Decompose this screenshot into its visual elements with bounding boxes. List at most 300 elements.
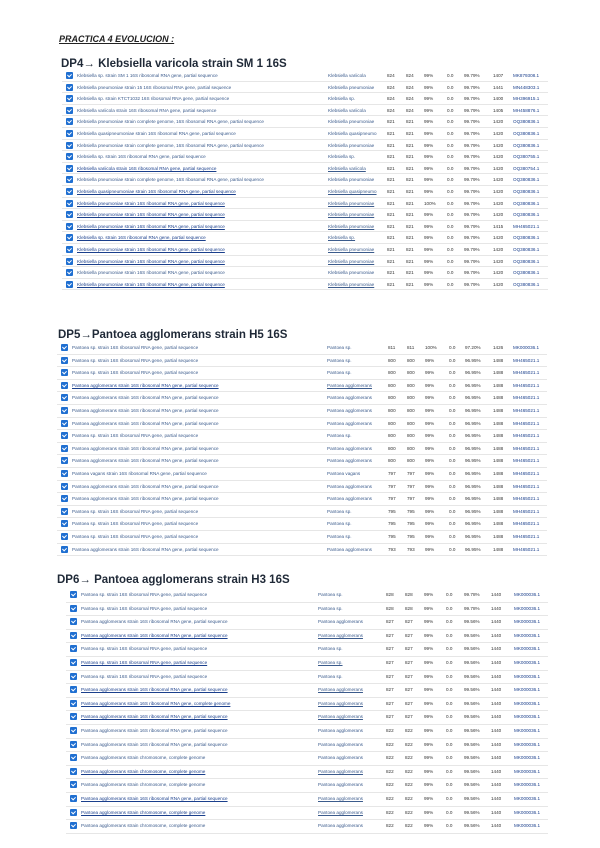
cell-cover: 99%: [424, 131, 434, 136]
cell-max: 828: [386, 592, 394, 597]
cell-total: 797: [407, 483, 415, 489]
cell-acc[interactable]: OQ380836.1: [513, 200, 540, 206]
cell-len: 1440: [491, 673, 502, 679]
cell-total: 795: [407, 521, 415, 527]
table-row: [66, 752, 548, 766]
cell-desc[interactable]: Pantoea agglomerans strain chromosome, complete genome: [81, 809, 206, 815]
cell-e: 0.0: [446, 592, 453, 597]
cell-acc[interactable]: MH465021.1: [513, 433, 540, 439]
cell-cover: 99%: [425, 370, 435, 376]
table-row: [57, 418, 547, 431]
cell-desc[interactable]: Klebsiella variicola strain 16S ribosomal RNA gene, partial sequence: [77, 165, 217, 171]
cell-total: 800: [407, 382, 415, 388]
table-row: [57, 430, 547, 443]
table-row: [57, 443, 547, 456]
row-checkbox[interactable]: [70, 645, 77, 652]
table-row: [66, 820, 548, 834]
cell-acc[interactable]: OQ380836.1: [513, 142, 540, 148]
cell-acc[interactable]: MH465021.1: [513, 357, 540, 363]
cell-total: 821: [406, 258, 414, 264]
cell-len: 1488: [493, 496, 504, 502]
cell-acc[interactable]: OQ380836.1: [513, 119, 540, 125]
row-checkbox[interactable]: [61, 533, 68, 540]
cell-cover: 99%: [424, 189, 434, 194]
cell-acc[interactable]: MK000036.1: [514, 714, 541, 720]
cell-len: 1440: [491, 782, 502, 788]
row-checkbox[interactable]: [70, 713, 77, 720]
cell-max: 821: [387, 119, 395, 125]
row-checkbox[interactable]: [61, 357, 68, 364]
cell-desc[interactable]: Pantoea agglomerans strain chromosome, complete genome: [81, 768, 206, 774]
cell-desc[interactable]: Pantoea agglomerans strain 16S ribosomal RNA gene, partial sequence: [81, 687, 228, 693]
row-checkbox[interactable]: [66, 107, 73, 114]
cell-desc[interactable]: Pantoea agglomerans strain chromosome, complete genome: [81, 782, 206, 788]
cell-e: 0.0: [447, 142, 454, 148]
cell-ident: 96.95%: [465, 521, 481, 527]
cell-desc[interactable]: Pantoea sp. strain 16S ribosomal RNA gene, partial sequence: [72, 521, 199, 527]
row-checkbox[interactable]: [70, 686, 77, 693]
cell-cover: 99%: [424, 809, 434, 815]
cell-total: 827: [405, 673, 413, 679]
cell-desc[interactable]: Pantoea sp. strain 16S ribosomal RNA gene, partial sequence: [81, 592, 208, 597]
cell-max: 821: [387, 247, 395, 252]
table-row: [66, 739, 548, 753]
cell-ident: 99.79%: [464, 270, 480, 276]
cell-max: 821: [387, 212, 395, 218]
cell-len: 1488: [493, 534, 504, 539]
cell-desc[interactable]: Pantoea agglomerans strain 16S ribosomal RNA gene, partial sequence: [81, 741, 228, 747]
cell-acc[interactable]: MK000036.1: [514, 741, 541, 747]
cell-cover: 99%: [424, 96, 434, 102]
cell-org: Pantoea sp.: [318, 660, 343, 665]
cell-acc[interactable]: MK000036.1: [514, 660, 541, 665]
cell-acc[interactable]: MK000036.1: [514, 782, 541, 788]
cell-org: Pantoea agglomerans: [318, 714, 363, 720]
cell-ident: 99.79%: [464, 73, 480, 78]
cell-desc[interactable]: Pantoea agglomerans strain 16S ribosomal RNA gene, partial sequence: [81, 632, 228, 638]
cell-desc[interactable]: Klebsiella pneumoniae strain 16S ribosomal RNA gene, partial sequence: [77, 281, 225, 287]
cell-desc[interactable]: Klebsiella pneumoniae strain 16S ribosomal RNA gene, partial sequence: [77, 223, 225, 229]
cell-max: 800: [388, 458, 396, 464]
cell-desc[interactable]: Pantoea agglomerans strain 16S ribosomal RNA gene, complete genome: [81, 700, 231, 706]
cell-desc[interactable]: Pantoea agglomerans strain 16S ribosomal RNA gene, partial sequence: [81, 714, 228, 720]
cell-total: 822: [405, 768, 413, 774]
cell-cover: 99%: [425, 395, 435, 401]
row-checkbox[interactable]: [66, 165, 73, 172]
cell-org: Klebsiella pneumoniae: [328, 223, 375, 229]
cell-acc[interactable]: MH465021.1: [513, 445, 540, 451]
cell-desc[interactable]: Pantoea agglomerans strain 16S ribosomal RNA gene, partial sequence: [81, 796, 228, 801]
table-row: [62, 279, 548, 291]
cell-acc[interactable]: MK000036.1: [514, 755, 541, 761]
table-row: [57, 405, 547, 418]
cell-acc[interactable]: MH465021.1: [513, 483, 540, 489]
cell-total: 827: [405, 646, 413, 652]
cell-acc[interactable]: MH465021.1: [513, 395, 540, 401]
row-checkbox[interactable]: [70, 741, 77, 748]
cell-max: 827: [386, 673, 394, 679]
cell-desc[interactable]: Klebsiella sp. strain 16S ribosomal RNA gene, partial sequence: [77, 154, 206, 160]
cell-ident: 97.20%: [465, 345, 481, 350]
cell-acc[interactable]: MK000036.1: [514, 809, 541, 815]
cell-len: 1420: [493, 189, 504, 194]
cell-desc[interactable]: Klebsiella pneumoniae strain complete genome, 16S ribosomal RNA gene, partial sequence: [77, 177, 264, 183]
row-checkbox[interactable]: [61, 457, 68, 464]
cell-acc[interactable]: OQ380836.1: [513, 258, 540, 264]
row-checkbox[interactable]: [66, 176, 73, 183]
row-checkbox[interactable]: [66, 258, 73, 265]
cell-cover: 99%: [424, 823, 434, 829]
cell-acc[interactable]: MN448303.1: [513, 84, 540, 90]
cell-acc[interactable]: MH465021.1: [513, 496, 540, 502]
row-checkbox[interactable]: [70, 795, 77, 802]
cell-org: Pantoea sp.: [327, 508, 352, 514]
cell-len: 1440: [491, 809, 502, 815]
cell-e: 0.0: [449, 445, 456, 451]
row-checkbox[interactable]: [61, 445, 68, 452]
cell-acc[interactable]: MK000036.1: [514, 768, 541, 774]
cell-org: Klebsiella pneumoniae: [328, 212, 375, 218]
table-row: [57, 355, 547, 368]
cell-e: 0.0: [449, 471, 456, 476]
row-checkbox[interactable]: [66, 153, 73, 160]
cell-len: 1440: [491, 823, 502, 829]
cell-ident: 99.79%: [464, 247, 480, 252]
cell-acc[interactable]: MK000036.1: [514, 728, 541, 733]
row-checkbox[interactable]: [61, 520, 68, 527]
cell-cover: 99%: [425, 521, 435, 527]
cell-org: Pantoea sp.: [327, 433, 352, 439]
row-checkbox[interactable]: [66, 234, 73, 241]
cell-len: 1407: [493, 73, 504, 78]
cell-acc[interactable]: MK879308.1: [513, 73, 540, 78]
cell-len: 1440: [491, 619, 502, 625]
cell-max: 800: [388, 370, 396, 376]
row-checkbox[interactable]: [66, 95, 73, 102]
cell-max: 827: [386, 619, 394, 625]
cell-ident: 96.95%: [465, 395, 481, 401]
cell-total: 800: [407, 395, 415, 401]
cell-org: Pantoea agglomerans: [318, 728, 363, 733]
cell-e: 0.0: [449, 534, 456, 539]
row-checkbox[interactable]: [70, 591, 77, 598]
cell-acc[interactable]: MK000036.1: [514, 823, 541, 829]
cell-cover: 99%: [425, 445, 435, 451]
cell-total: 822: [405, 809, 413, 815]
cell-org: Pantoea agglomerans: [318, 619, 363, 625]
row-checkbox[interactable]: [66, 200, 73, 207]
row-checkbox[interactable]: [66, 130, 73, 137]
cell-len: 1420: [493, 258, 504, 264]
cell-desc[interactable]: Pantoea sp. strain 16S ribosomal RNA gene, partial sequence: [72, 433, 199, 439]
row-checkbox[interactable]: [70, 673, 77, 680]
cell-len: 1426: [493, 345, 504, 350]
cell-e: 0.0: [447, 212, 454, 218]
cell-desc[interactable]: Pantoea sp. strain 16S ribosomal RNA gene, partial sequence: [72, 534, 199, 539]
cell-ident: 99.79%: [464, 165, 480, 171]
cell-max: 797: [388, 471, 396, 476]
table-row: [57, 367, 547, 380]
cell-acc[interactable]: MH396915.1: [513, 96, 540, 102]
cell-e: 0.0: [449, 408, 456, 413]
row-checkbox[interactable]: [70, 700, 77, 707]
cell-acc[interactable]: MK000036.1: [514, 646, 541, 652]
cell-e: 0.0: [446, 714, 453, 720]
cell-acc[interactable]: OQ380836.1: [513, 189, 540, 194]
cell-e: 0.0: [449, 345, 456, 350]
cell-len: 1415: [493, 223, 504, 229]
cell-acc[interactable]: OQ380836.1: [513, 247, 540, 252]
cell-e: 0.0: [449, 521, 456, 527]
row-checkbox[interactable]: [66, 281, 73, 288]
cell-desc[interactable]: Klebsiella pneumoniae strain 16S ribosomal RNA gene, partial sequence: [77, 270, 225, 276]
cell-desc[interactable]: Pantoea agglomerans strain chromosome, complete genome: [81, 755, 206, 761]
cell-desc[interactable]: Pantoea sp. strain 16S ribosomal RNA gene, partial sequence: [72, 357, 199, 363]
cell-acc[interactable]: OQ380836.1: [513, 235, 540, 241]
cell-e: 0.0: [449, 546, 456, 552]
cell-total: 821: [406, 281, 414, 287]
table-row: [62, 128, 548, 140]
cell-ident: 96.95%: [465, 546, 481, 552]
cell-org: Klebsiella quasipneumo: [328, 131, 377, 136]
cell-desc[interactable]: Pantoea agglomerans strain 16S ribosomal RNA gene, partial sequence: [72, 458, 219, 464]
row-checkbox[interactable]: [70, 809, 77, 816]
cell-acc[interactable]: MK000036.1: [514, 592, 541, 597]
cell-desc[interactable]: Klebsiella quasipneumoniae strain 16S ribosomal RNA gene, partial sequence: [77, 189, 236, 194]
cell-total: 827: [405, 619, 413, 625]
cell-desc[interactable]: Klebsiella pneumoniae strain complete genome, 16S ribosomal RNA gene, partial sequence: [77, 119, 264, 125]
cell-max: 795: [388, 534, 396, 539]
cell-desc[interactable]: Klebsiella pneumoniae strain complete genome, 16S ribosomal RNA gene, partial sequence: [77, 142, 264, 148]
cell-cover: 99%: [425, 483, 435, 489]
cell-max: 795: [388, 521, 396, 527]
row-checkbox[interactable]: [61, 470, 68, 477]
cell-len: 1440: [491, 646, 502, 652]
cell-len: 1440: [491, 632, 502, 638]
cell-acc[interactable]: OQ380836.1: [513, 131, 540, 136]
row-checkbox[interactable]: [70, 754, 77, 761]
cell-desc[interactable]: Pantoea sp. strain 16S ribosomal RNA gene, partial sequence: [72, 345, 199, 350]
cell-desc[interactable]: Pantoea sp. strain 16S ribosomal RNA gene, partial sequence: [81, 646, 208, 652]
cell-ident: 99.79%: [464, 142, 480, 148]
cell-len: 1488: [493, 395, 504, 401]
cell-desc[interactable]: Pantoea agglomerans strain 16S ribosomal RNA gene, partial sequence: [72, 445, 219, 451]
cell-cover: 99%: [424, 142, 434, 148]
cell-desc[interactable]: Pantoea vagans strain 16S ribosomal RNA gene, partial sequence: [72, 471, 207, 476]
cell-desc[interactable]: Pantoea agglomerans strain 16S ribosomal RNA gene, partial sequence: [72, 408, 219, 413]
cell-acc[interactable]: MH465021.1: [513, 534, 540, 539]
cell-desc[interactable]: Pantoea agglomerans strain 16S ribosomal RNA gene, partial sequence: [72, 546, 219, 552]
cell-max: 800: [388, 357, 396, 363]
cell-desc[interactable]: Klebsiella sp. strain SM 1 16S ribosomal RNA gene, partial sequence: [77, 73, 218, 78]
cell-desc[interactable]: Klebsiella sp. strain KTCT1032 16S ribosomal RNA gene, partial sequence: [77, 96, 230, 102]
row-checkbox[interactable]: [70, 605, 77, 612]
cell-max: 821: [387, 177, 395, 183]
cell-acc[interactable]: OQ380836.1: [513, 212, 540, 218]
cell-max: 821: [387, 223, 395, 229]
cell-desc[interactable]: Pantoea sp. strain 16S ribosomal RNA gene, partial sequence: [81, 605, 208, 611]
cell-e: 0.0: [447, 119, 454, 125]
cell-acc[interactable]: MH465021.1: [513, 408, 540, 413]
table-row: [66, 589, 548, 603]
cell-acc[interactable]: MH465021.1: [513, 382, 540, 388]
cell-acc[interactable]: MH465021.1: [513, 546, 540, 552]
row-checkbox[interactable]: [61, 407, 68, 414]
row-checkbox[interactable]: [66, 142, 73, 149]
cell-total: 821: [406, 270, 414, 276]
row-checkbox[interactable]: [70, 768, 77, 775]
cell-ident: 99.56%: [464, 823, 480, 829]
cell-acc[interactable]: OQ380836.1: [513, 177, 540, 183]
row-checkbox[interactable]: [61, 546, 68, 553]
cell-desc[interactable]: Pantoea agglomerans strain 16S ribosomal RNA gene, partial sequence: [72, 382, 219, 388]
cell-total: 827: [405, 660, 413, 665]
cell-acc[interactable]: MH465021.1: [513, 521, 540, 527]
cell-desc[interactable]: Klebsiella pneumoniae strain 15 16S ribosomal RNA gene, partial sequence: [77, 84, 232, 90]
cell-cover: 99%: [424, 270, 434, 276]
cell-max: 821: [387, 258, 395, 264]
row-checkbox[interactable]: [61, 382, 68, 389]
cell-desc[interactable]: Klebsiella pneumoniae strain 16S ribosomal RNA gene, partial sequence: [77, 200, 225, 206]
cell-org: Klebsiella pneumoniae: [328, 119, 375, 125]
table-row: [62, 267, 548, 279]
cell-org: Pantoea agglomerans: [318, 796, 363, 801]
cell-acc[interactable]: MH465021.1: [513, 508, 540, 514]
cell-desc[interactable]: Pantoea sp. strain 16S ribosomal RNA gene, partial sequence: [81, 673, 208, 679]
cell-max: 824: [387, 96, 395, 102]
cell-desc[interactable]: Pantoea agglomerans strain 16S ribosomal RNA gene, partial sequence: [81, 619, 228, 625]
blast-results-table-dp6: [66, 589, 548, 841]
row-checkbox[interactable]: [66, 246, 73, 253]
cell-acc[interactable]: MH465021.1: [513, 458, 540, 464]
cell-total: 824: [406, 73, 414, 78]
cell-acc[interactable]: MK000036.1: [514, 673, 541, 679]
row-checkbox[interactable]: [70, 822, 77, 829]
cell-max: 793: [388, 546, 396, 552]
cell-acc[interactable]: OQ380836.1: [513, 270, 540, 276]
cell-desc[interactable]: Pantoea sp. strain 16S ribosomal RNA gene, partial sequence: [81, 660, 208, 665]
cell-acc[interactable]: MH465021.1: [513, 420, 540, 426]
row-checkbox[interactable]: [61, 420, 68, 427]
row-checkbox[interactable]: [61, 508, 68, 515]
cell-org: Pantoea agglomerans: [327, 546, 372, 552]
cell-desc[interactable]: Klebsiella pneumoniae strain 16S ribosomal RNA gene, partial sequence: [77, 247, 225, 252]
cell-cover: 99%: [424, 247, 434, 252]
cell-desc[interactable]: Pantoea agglomerans strain 16S ribosomal RNA gene, partial sequence: [72, 496, 219, 502]
cell-desc[interactable]: Pantoea agglomerans strain 16S ribosomal RNA gene, partial sequence: [72, 483, 219, 489]
cell-total: 821: [406, 131, 414, 136]
row-checkbox[interactable]: [66, 269, 73, 276]
row-checkbox[interactable]: [70, 632, 77, 639]
cell-max: 821: [387, 154, 395, 160]
row-checkbox[interactable]: [61, 394, 68, 401]
table-row: [62, 174, 548, 186]
cell-acc[interactable]: MH458876.1: [513, 107, 540, 113]
cell-desc[interactable]: Pantoea agglomerans strain 16S ribosomal RNA gene, partial sequence: [81, 728, 228, 733]
row-checkbox[interactable]: [70, 781, 77, 788]
cell-acc[interactable]: MK000036.1: [514, 796, 541, 801]
cell-e: 0.0: [446, 768, 453, 774]
cell-desc[interactable]: Klebsiella pneumoniae strain 16S ribosomal RNA gene, partial sequence: [77, 212, 225, 218]
cell-desc[interactable]: Pantoea agglomerans strain chromosome, complete genome: [81, 823, 206, 829]
cell-desc[interactable]: Pantoea sp. strain 16S ribosomal RNA gene, partial sequence: [72, 370, 199, 376]
cell-desc[interactable]: Pantoea agglomerans strain 16S ribosomal RNA gene, partial sequence: [72, 395, 219, 401]
row-checkbox[interactable]: [66, 211, 73, 218]
cell-desc[interactable]: Klebsiella pneumoniae strain 16S ribosomal RNA gene, partial sequence: [77, 258, 225, 264]
cell-acc[interactable]: OQ380836.1: [513, 281, 540, 287]
cell-desc[interactable]: Pantoea agglomerans strain 16S ribosomal RNA gene, partial sequence: [72, 420, 219, 426]
cell-desc[interactable]: Klebsiella quasipneumoniae strain 16S ribosomal RNA gene, partial sequence: [77, 131, 236, 136]
table-row: [57, 531, 547, 544]
cell-acc[interactable]: MH465021.1: [513, 471, 540, 476]
row-checkbox[interactable]: [70, 659, 77, 666]
cell-ident: 99.56%: [464, 741, 480, 747]
cell-org: Pantoea agglomerans: [318, 809, 363, 815]
cell-acc[interactable]: MK000036.1: [513, 345, 540, 350]
row-checkbox[interactable]: [66, 118, 73, 125]
cell-desc[interactable]: Pantoea sp. strain 16S ribosomal RNA gene, partial sequence: [72, 508, 199, 514]
cell-desc[interactable]: Klebsiella sp. strain 16S ribosomal RNA gene, partial sequence: [77, 235, 206, 241]
row-checkbox[interactable]: [70, 618, 77, 625]
cell-org: Klebsiella sp.: [328, 235, 356, 241]
cell-acc[interactable]: MK000036.1: [514, 619, 541, 625]
cell-len: 1420: [493, 119, 504, 125]
cell-cover: 99%: [424, 84, 434, 90]
cell-acc[interactable]: OQ380755.1: [513, 154, 540, 160]
cell-cover: 99%: [424, 755, 434, 761]
row-checkbox[interactable]: [61, 432, 68, 439]
cell-total: 811: [407, 345, 415, 350]
cell-desc[interactable]: Klebsiella variicola strain 16S ribosomal RNA gene, partial sequence: [77, 107, 217, 113]
cell-len: 1440: [491, 605, 502, 611]
cell-max: 821: [387, 189, 395, 194]
cell-cover: 99%: [424, 741, 434, 747]
cell-acc[interactable]: MK000036.1: [514, 605, 541, 611]
cell-org: Pantoea agglomerans: [318, 741, 363, 747]
cell-ident: 96.95%: [465, 420, 481, 426]
cell-acc[interactable]: MK000036.1: [514, 632, 541, 638]
cell-acc[interactable]: MH465021.1: [513, 223, 540, 229]
cell-ident: 99.56%: [464, 796, 480, 801]
table-row: [62, 93, 548, 105]
table-row: [57, 481, 547, 494]
cell-ident: 99.56%: [464, 619, 480, 625]
table-row: [66, 793, 548, 807]
cell-acc[interactable]: MK000036.1: [514, 700, 541, 706]
cell-max: 822: [386, 782, 394, 788]
cell-total: 822: [405, 782, 413, 788]
row-checkbox[interactable]: [66, 188, 73, 195]
row-checkbox[interactable]: [61, 344, 68, 351]
row-checkbox[interactable]: [61, 369, 68, 376]
cell-acc[interactable]: MH465021.1: [513, 370, 540, 376]
cell-acc[interactable]: OQ380754.1: [513, 165, 540, 171]
cell-len: 1420: [493, 270, 504, 276]
row-checkbox[interactable]: [61, 495, 68, 502]
cell-acc[interactable]: MK000036.1: [514, 687, 541, 693]
row-checkbox[interactable]: [66, 84, 73, 91]
cell-org: Klebsiella pneumoniae: [328, 247, 375, 252]
row-checkbox[interactable]: [61, 483, 68, 490]
cell-org: Pantoea agglomerans: [318, 755, 363, 761]
cell-ident: 96.95%: [465, 382, 481, 388]
row-checkbox[interactable]: [66, 223, 73, 230]
row-checkbox[interactable]: [70, 727, 77, 734]
row-checkbox[interactable]: [66, 72, 73, 79]
cell-org: Klebsiella variicola: [328, 107, 366, 113]
cell-cover: 100%: [425, 345, 437, 350]
cell-cover: 99%: [424, 177, 434, 183]
